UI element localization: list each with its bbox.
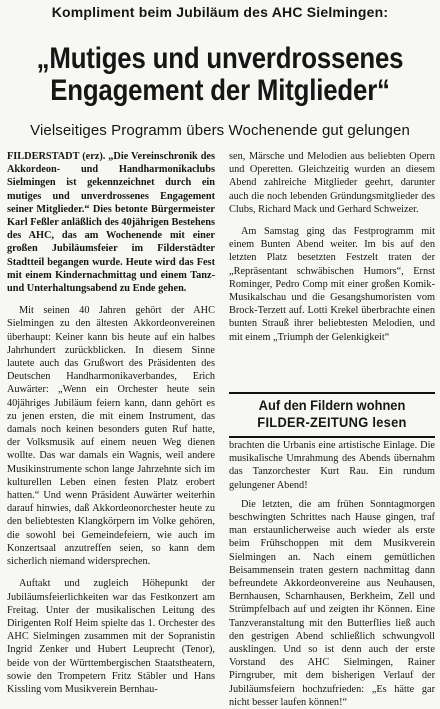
headline-line-2: Engagement der Mitglieder“ [50,74,390,107]
ad-line-1: Auf den Fildern wohnen [258,397,406,413]
article-right-column [229,150,435,344]
lead-text: „Die Vereinschronik des Akkordeon- und Handharmonikaclubs Sielmingen ist gekennzeichnet durch ein mutiges und unverdrossenes Engagement seiner Mitglieder.“ Dies betonte Bürgermeister Karl Feßler anläßlich des 40jährigen Bestehens des AHC, das am Wochenende mit einer großen Jubiläumsfeier im Filderstädter Stadtteil begangen wurde. Heute wird das Fest mit einem Kindernachmittag und einem Tanz- und Unterhaltungsabend zu Ende gehen. [7,151,215,295]
body-paragraph: brachten die Urbanis eine artistische Einlage. Die musikalische Umrahmung des Abends übernahm das Tanzorchester Kurt Rau. Ein rundum gelungener Abend! [229,440,435,491]
dateline: FILDERSTADT (erz). [7,151,106,162]
body-paragraph: Die letzten, die am frühen Sonntagmorgen beschwingten Schrittes nach Hause gingen, traf man erstaunlicherweise auch wieder als erste beim Frühschoppen mit dem Musikverein Sielmingen an. Nach einem gemütlichen Beisammensein traten gestern nachmittag dann befreundete Akkordeonvereine aus Neuhausen, Bernhausen, Scharnhausen, Berkheim, Zell und Strümpfelbach auf und zeigten ihr Können. Eine Tanzveranstaltung mit den Butterflies ließ auch den gestrigen Abend schließlich schwungvoll ausklingen. Und so ist denn auch der erste Vorstand des AHC Sielmingen, Rainer Pirngruber, mit dem bisherigen Verlauf der Jubiläumsfeiern hochzufrieden: „Es hätte gar nicht besser laufen können!“ [229,498,435,708]
body-paragraph: sen, Märsche und Melodien aus beliebten Opern und Operetten. Gleichzeitig wurden an diesem Abend zahlreiche Mitglieder geehrt, darunter auch die noch lebenden Gründungsmitglieder des Clubs, Richard Mack und Gerhard Schweizer. [229,151,435,215]
body-paragraph: Mit seinen 40 Jahren gehört der AHC Sielmingen zu den ältesten Akkordeonvereinen überhaupt: Keiner kann bis heute auf ein halbes Jahrhundert zurückblicken. In diesem Sinne lautete auch das Grußwort des Präsidenten des Deutschen Handharmonikaverbandes, Erich Auwärter: „Wenn ein Orchester heute sein 40jähriges Jubiläum feiern kann, dann gehört es zu jenen ersten, die mit einem Instrument, das damals noch keinen besonders guten Ruf hatte, der Volksmusik auf einem neuen Weg dienen wollte. Das war damals ein Wagnis, weil andere Musikinstrumente schon lange Jahrzehnte sich im kulturellen Leben einen festen Platz erobert hatten.“ Und wenn Präsident Auwärter weiterhin darauf hinwies, daß Akkordeonorchester heute zu den beliebtesten Klangkörpern im Volke gehören, die sowohl bei Gemeindefeiern, wie auch im Konzertsaal anzutreffen seien, so kann dem sicherlich niemand widersprechen. [7,305,215,568]
kicker: Kompliment beim Jubiläum des AHC Sielmingen: [51,4,389,20]
headline-line-1: „Mutiges und unverdrossenes [36,42,404,75]
subhead: Vielseitiges Programm übers Wochenende gut gelungen [30,122,410,139]
article-left-column [7,150,215,696]
newspaper-ad-box [229,392,435,438]
ad-line-2: FILDER-ZEITUNG lesen [257,414,407,430]
body-paragraph: Auftakt und zugleich Höhepunkt der Jubiläumsfeierlichkeiten war das Festkonzert am Freitag. Unter der musikalischen Leitung des Dirigenten Rolf Heim spielte das 1. Orchester des AHC Sielmingen zusammen mit der Sopranistin Ingrid Zenker und Hubert Leuprecht (Tenor), beide von der Württembergischen Staatstheatern, sowie den Trompetern Fritz Stäbler und Hans Kissling vom Musikverein Bernhau- [7,578,215,695]
article-right-bottom [229,439,435,709]
body-paragraph: Am Samstag ging das Festprogramm mit einem Bunten Abend weiter. Im bis auf den letzten Platz besetzten Festzelt traten der „Repräsentant schwäbischen Humors“, Ernst Rominger, Pedro Comp mit einer großen Komik-Musikalschau und die Gesangshumoristen vom Brock-Terzett auf. Lotti Krekel überbrachte einen bunten Strauß ihrer beliebtesten Melodien, und mit einem „Triumph der Gelenkigkeit“ [229,226,435,343]
lead-paragraph [7,150,215,295]
headline [31,43,409,107]
